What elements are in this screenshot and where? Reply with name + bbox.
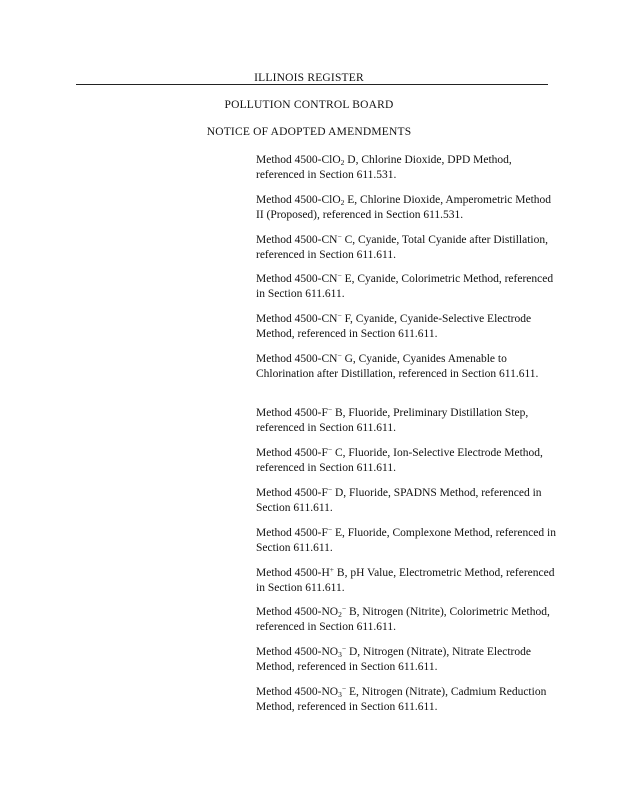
formula-superscript: − — [341, 684, 347, 693]
method-code: Method 4500-ClO — [256, 154, 341, 166]
method-description: D, Fluoride, SPADNS Method, referenced in Section 611.611. — [256, 487, 542, 514]
method-code: Method 4500-CN — [256, 273, 338, 285]
formula-superscript: − — [337, 271, 342, 280]
formula-superscript: − — [327, 445, 333, 454]
method-entry — [256, 352, 556, 381]
formula-superscript: − — [341, 644, 347, 653]
method-entry — [256, 645, 556, 674]
formula-subscript: 2 — [340, 198, 345, 207]
method-description: E, Fluoride, Complexone Method, referenced in Section 611.611. — [256, 527, 556, 554]
method-description: C, Fluoride, Ion-Selective Electrode Method, referenced in Section 611.611. — [256, 447, 543, 474]
method-description: G, Cyanide, Cyanides Amenable to Chlorination after Distillation, referenced in Section 611.611. — [256, 353, 539, 380]
method-entry — [256, 446, 556, 475]
formula-superscript: − — [341, 604, 347, 613]
register-title: ILLINOIS REGISTER — [254, 72, 364, 84]
method-code: Method 4500-NO — [256, 646, 339, 658]
method-description: D, Nitrogen (Nitrate), Nitrate Electrode Method, referenced in Section 611.611. — [256, 646, 531, 673]
method-description: E, Chlorine Dioxide, Amperometric Method II (Proposed), referenced in Section 611.531. — [256, 194, 552, 221]
method-description: E, Nitrogen (Nitrate), Cadmium Reduction Method, referenced in Section 611.611. — [256, 686, 547, 713]
formula-superscript: − — [327, 405, 333, 414]
method-entry — [256, 486, 556, 515]
method-entry — [256, 193, 556, 222]
formula-subscript: 2 — [338, 610, 342, 619]
formula-superscript: − — [327, 525, 333, 534]
method-description: D, Chlorine Dioxide, DPD Method, referenced in Section 611.531. — [256, 154, 512, 181]
formula-superscript: − — [337, 311, 342, 320]
method-entry — [256, 153, 556, 182]
agency-title: POLLUTION CONTROL BOARD — [224, 99, 394, 111]
method-entry — [256, 566, 556, 595]
method-code: Method 4500-NO — [256, 606, 339, 618]
formula-superscript: − — [327, 485, 333, 494]
method-entry — [256, 526, 556, 555]
method-description: E, Cyanide, Colorimetric Method, referenced in Section 611.611. — [256, 273, 554, 300]
method-code: Method 4500-F — [256, 407, 328, 419]
notice-title: NOTICE OF ADOPTED AMENDMENTS — [206, 126, 412, 138]
method-entry — [256, 685, 556, 714]
method-description: B, pH Value, Electrometric Method, referenced in Section 611.611. — [256, 567, 555, 594]
formula-superscript: − — [337, 351, 342, 360]
formula-subscript: 3 — [338, 690, 342, 699]
method-entry — [256, 605, 556, 634]
formula-subscript: 2 — [340, 158, 345, 167]
method-description: C, Cyanide, Total Cyanide after Distillation, referenced in Section 611.611. — [256, 234, 548, 261]
method-code: Method 4500-H — [256, 567, 330, 579]
method-code: Method 4500-ClO — [256, 194, 341, 206]
method-entry — [256, 312, 556, 341]
formula-superscript: + — [329, 565, 335, 574]
method-entry — [256, 406, 556, 435]
formula-superscript: − — [337, 232, 342, 241]
method-code: Method 4500-F — [256, 487, 328, 499]
method-description: F, Cyanide, Cyanide-Selective Electrode Method, referenced in Section 611.611. — [256, 313, 532, 340]
method-entry — [256, 272, 556, 301]
method-code: Method 4500-CN — [256, 234, 338, 246]
header-rule — [76, 84, 548, 85]
method-description: B, Fluoride, Preliminary Distillation Step, referenced in Section 611.611. — [256, 407, 529, 434]
method-code: Method 4500-CN — [256, 353, 338, 365]
method-code: Method 4500-CN — [256, 313, 338, 325]
method-code: Method 4500-F — [256, 527, 328, 539]
method-code: Method 4500-NO — [256, 686, 339, 698]
method-description: B, Nitrogen (Nitrite), Colorimetric Method, referenced in Section 611.611. — [256, 606, 550, 633]
formula-subscript: 3 — [338, 650, 342, 659]
method-code: Method 4500-F — [256, 447, 328, 459]
method-entry — [256, 233, 556, 262]
